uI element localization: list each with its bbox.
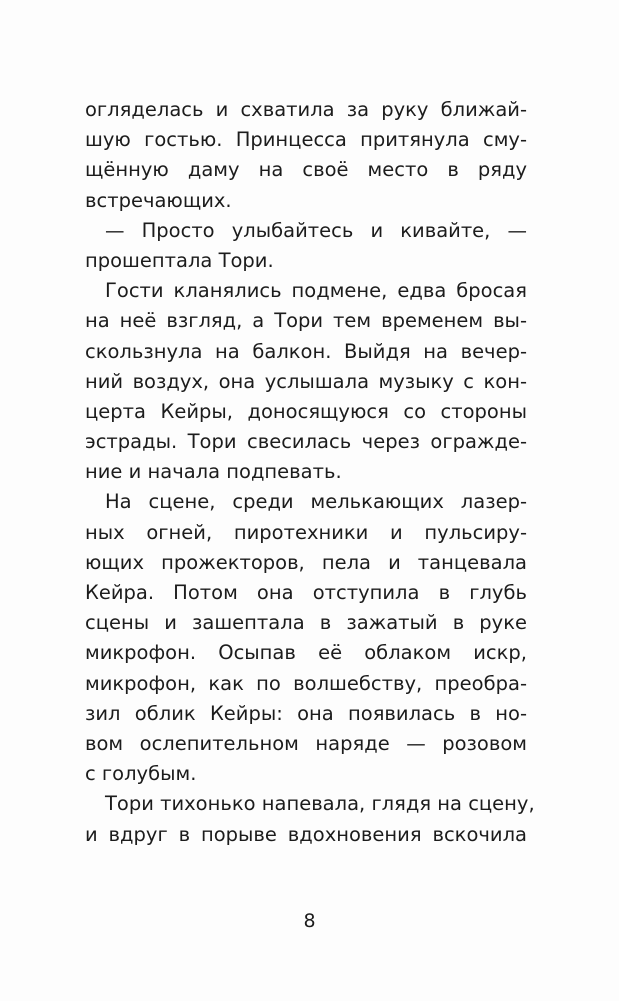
- text-line: эстрады. Тори свесилась через огражде-: [85, 430, 527, 454]
- text-line: Кейра. Потом она отступила в глубь: [85, 581, 527, 604]
- text-line: и вдруг в порыве вдохновения вскочила: [85, 822, 527, 846]
- text-line: шую гостью. Принцесса притянула сму-: [85, 128, 527, 152]
- text-line: ний воздух, она услышала музыку с кон-: [85, 369, 527, 393]
- text-line: ных огней, пиротехники и пульсиру-: [85, 520, 527, 544]
- text-line: церта Кейры, доносящуюся со стороны: [85, 399, 527, 423]
- text-line: ющих прожекторов, пела и танцевала: [85, 550, 527, 574]
- text-line: на неё взгляд, а Тори тем временем вы-: [85, 309, 527, 333]
- text-line: микрофон, как по волшебству, преобра-: [85, 671, 527, 695]
- text-line: ние и начала подпевать.: [85, 460, 342, 484]
- text-line: — Просто улыбайтесь и кивайте, —: [105, 218, 527, 242]
- text-line: с голубым.: [85, 762, 197, 786]
- page-number: 8: [303, 910, 316, 932]
- text-line: Тори тихонько напевала, глядя на сцену,: [105, 792, 535, 816]
- text-line: встречающих.: [85, 188, 232, 212]
- text-line: скользнула на балкон. Выйдя на вечер-: [85, 339, 527, 363]
- text-line: микрофон. Осыпав её облаком искр,: [85, 641, 527, 665]
- text-line: сцены и зашептала в зажатый в руке: [85, 611, 527, 635]
- text-line: огляделась и схватила за руку ближай-: [85, 98, 527, 121]
- text-line: зил облик Кейры: она появилась в но-: [85, 701, 527, 725]
- page-body-text: [85, 95, 535, 850]
- text-line: щённую даму на своё место в ряду: [85, 158, 527, 182]
- text-line: Гости кланялись подмене, едва бросая: [105, 279, 527, 303]
- text-line: прошептала Тори.: [85, 248, 274, 272]
- text-line: вом ослепительном наряде — розовом: [85, 731, 527, 755]
- text-line: На сцене, среди мелькающих лазер-: [105, 490, 527, 514]
